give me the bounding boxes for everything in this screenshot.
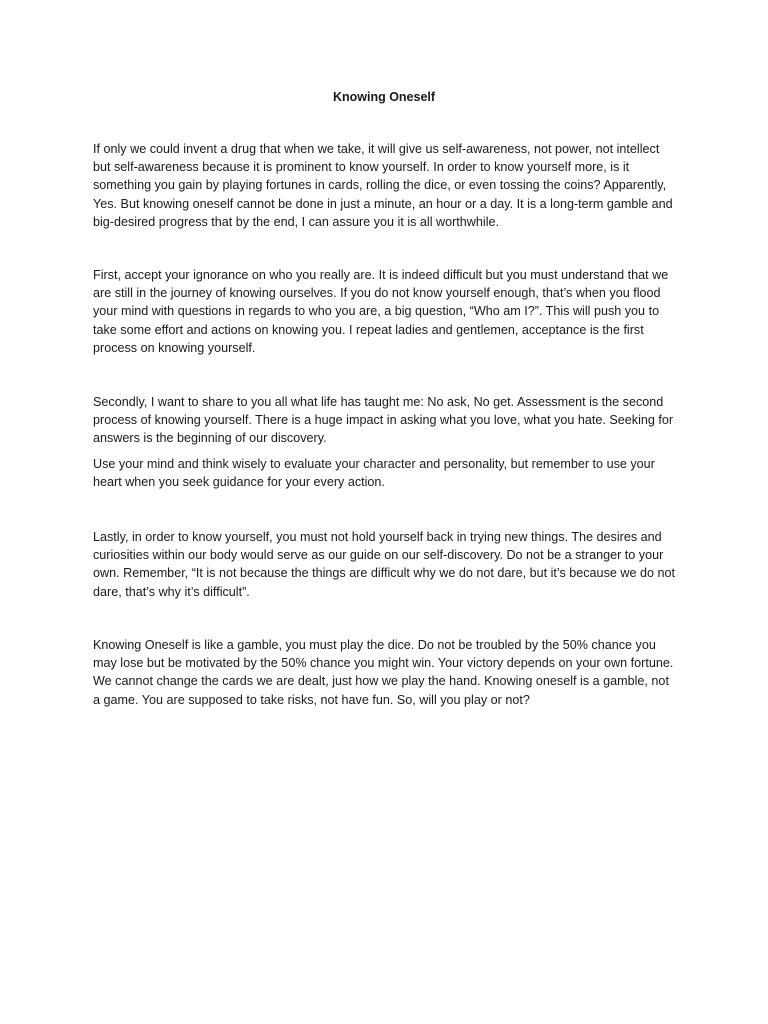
paragraph-lastly: Lastly, in order to know yourself, you must not hold yourself back in trying new things. The desires and curiosities within our body would serve as our guide on our self-discovery. Do not be a stranger to your own. Remember, “It is not because the things are difficult why we do not dare, but it’s because we do not dare, that’s why it’s difficult”. xyxy=(93,530,675,599)
document-title: Knowing Oneself xyxy=(332,90,436,104)
paragraph-intro: If only we could invent a drug that when we take, it will give us self-awareness, not power, not intellect but self-awareness because it is prominent to know yourself. In order to know yourself more, is it something you gain by playing fortunes in cards, rolling the dice, or even tossing the coins? Apparently, Yes. But knowing oneself cannot be done in just a minute, an hour or a day. It is a long-term gamble and big-desired progress that by the end, I can assure you it is all worthwhile. xyxy=(93,142,673,229)
paragraph-first: First, accept your ignorance on who you really are. It is indeed difficult but you must understand that we are still in the journey of knowing ourselves. If you do not know yourself enough, that’s when you flood your mind with questions in regards to who you are, a big question, “Who am I?”. This will push you to take some effort and actions on knowing you. I repeat ladies and gentlemen, acceptance is the first process on knowing yourself. xyxy=(93,268,669,355)
paragraph-second: Secondly, I want to share to you all what life has taught me: No ask, No get. Assessment is the second process of knowing yourself. There is a huge impact in asking what you love, what you hate. Seeking for answers is the beginning of our discovery. xyxy=(93,395,674,446)
paragraph-second-continued: Use your mind and think wisely to evaluate your character and personality, but remember to use your heart when you seek guidance for your every action. xyxy=(93,457,655,490)
paragraph-conclusion: Knowing Oneself is like a gamble, you must play the dice. Do not be troubled by the 50% chance you may lose but be motivated by the 50% chance you might win. Your victory depends on your own fortune. We cannot change the cards we are dealt, just how we play the hand. Knowing oneself is a gamble, not a game. You are supposed to take risks, not have fun. So, will you play or not? xyxy=(93,638,674,707)
